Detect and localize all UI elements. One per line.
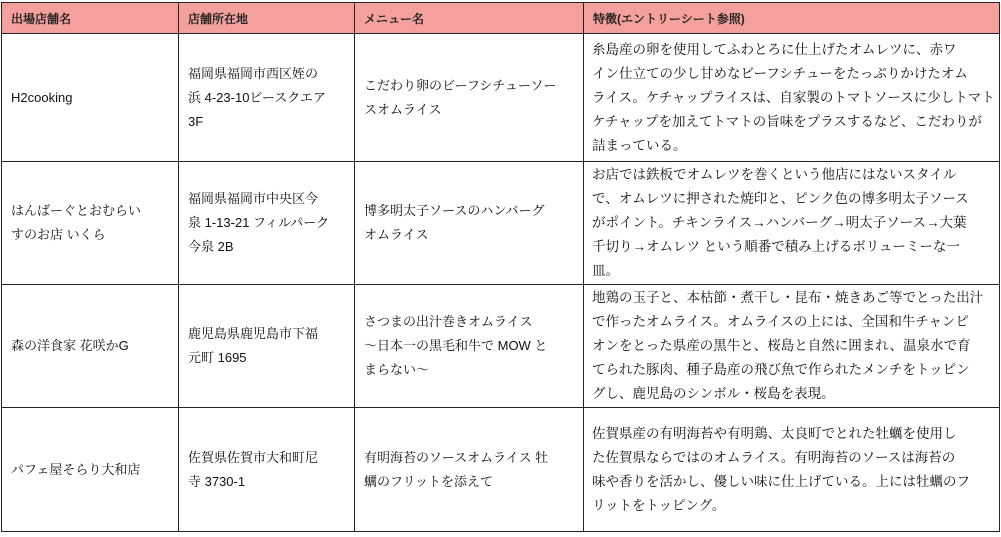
omurice-entries-table bbox=[1, 2, 1000, 532]
cell-text-line: 寺 3730-1 bbox=[188, 473, 246, 489]
store-name-cell bbox=[2, 34, 179, 162]
header-menu-name: メニュー名 bbox=[355, 3, 584, 34]
address-cell bbox=[179, 285, 355, 408]
cell-text-line: オンをとった県産の黒牛と、桜島と自然に囲まれ、温泉水で育 bbox=[592, 338, 971, 353]
cell-text-line: 糸島産の卵を使用してふわとろに仕上げたオムレツに、赤ワ bbox=[592, 41, 957, 57]
cell-text-line: こだわり卵のビーフシチューソー bbox=[364, 77, 557, 93]
cell-text-line: H2cooking bbox=[11, 89, 73, 105]
cell-text-line: た佐賀県ならではのオムライス。有明海苔のソースは海苔の bbox=[592, 449, 956, 465]
cell-text-line: はんばーぐとおむらい bbox=[11, 203, 142, 218]
header-address: 店舗所在地 bbox=[179, 3, 355, 34]
store-name-cell bbox=[2, 285, 179, 408]
store-name-cell bbox=[2, 408, 179, 532]
cell-text-line: まらない～ bbox=[364, 362, 430, 377]
cell-text-line: 泉 1-13-21 フィルパーク bbox=[188, 215, 330, 230]
feature-cell bbox=[584, 408, 1000, 532]
header-row bbox=[2, 3, 1000, 34]
cell-text-line: 博多明太子ソースのハンバーグ bbox=[364, 203, 545, 218]
header-store-name: 出場店舗名 bbox=[2, 3, 179, 34]
cell-text-line: 詰まっている。 bbox=[592, 137, 687, 153]
menu-name-cell bbox=[355, 34, 584, 162]
cell-text-line: 福岡県福岡市中央区今 bbox=[188, 191, 319, 206]
cell-text-line: 千切り→オムレツ という順番で積み上げるボリューミーな一 bbox=[592, 239, 960, 254]
cell-text-line: てられた豚肉、種子島産の飛び魚で作られたメンチをトッピン bbox=[592, 362, 970, 377]
menu-name-cell bbox=[355, 162, 584, 285]
cell-text-line: お店では鉄板でオムレツを巻くという他店にはないスタイル bbox=[592, 167, 957, 182]
feature-cell bbox=[584, 162, 1000, 285]
table-row bbox=[2, 408, 1000, 532]
menu-name-cell bbox=[355, 285, 584, 408]
cell-text-line: 元町 1695 bbox=[188, 350, 247, 365]
feature-cell bbox=[584, 34, 1000, 162]
menu-name-cell bbox=[355, 408, 584, 532]
cell-text-line: 福岡県福岡市西区姪の bbox=[188, 65, 319, 81]
cell-text-line: リットをトッピング。 bbox=[592, 497, 726, 513]
cell-text-line: ～日本一の黒毛和牛で MOW と bbox=[364, 338, 548, 353]
cell-text-line: 地鶏の玉子と、本枯節・煮干し・昆布・焼きあご等でとった出汁 bbox=[592, 290, 984, 305]
address-cell bbox=[179, 34, 355, 162]
cell-text-line: 今泉 2B bbox=[188, 239, 234, 254]
cell-text-line: 森の洋食家 花咲かG bbox=[11, 338, 129, 353]
cell-text-line: スオムライス bbox=[364, 101, 442, 117]
cell-text-line: 味や香りを活かし、優しい味に仕上げている。上には牡蠣のフ bbox=[592, 473, 970, 489]
cell-text-line: さつまの出汁巻きオムライス bbox=[364, 314, 533, 329]
cell-text-line: すのお店 いくら bbox=[11, 227, 106, 242]
store-name-cell bbox=[2, 162, 179, 285]
cell-text-line: ケチャップを加えてトマトの旨味をプラスするなど、こだわりが bbox=[592, 113, 982, 129]
table-row bbox=[2, 162, 1000, 285]
cell-text-line: で、オムレツに押された焼印と、ピンク色の博多明太子ソース bbox=[592, 191, 969, 206]
cell-text-line: パフェ屋そらり大和店 bbox=[11, 461, 141, 477]
address-cell bbox=[179, 162, 355, 285]
cell-text-line: 浜 4-23-10ビースクエア bbox=[188, 89, 326, 105]
cell-text-line: 鹿児島県鹿児島市下福 bbox=[188, 326, 319, 341]
cell-text-line: 皿。 bbox=[592, 263, 619, 278]
header-features: 特徴(エントリーシート参照) bbox=[584, 3, 1000, 34]
cell-text-line: で作ったオムライス。オムライスの上には、全国和牛チャンピ bbox=[592, 314, 969, 329]
cell-text-line: 3F bbox=[188, 113, 204, 129]
cell-text-line: 蠣のフリットを添えて bbox=[364, 473, 493, 489]
cell-text-line: イン仕立ての少し甘めなビーフシチューをたっぷりかけたオム bbox=[592, 65, 968, 81]
cell-text-line: ライス。ケチャップライスは、自家製のトマトソースに少しトマト bbox=[592, 89, 995, 105]
table-row bbox=[2, 285, 1000, 408]
address-cell bbox=[179, 408, 355, 532]
cell-text-line: 佐賀県佐賀市大和町尼 bbox=[188, 449, 319, 465]
cell-text-line: がポイント。チキンライス→ハンバーグ→明太子ソース→大葉 bbox=[592, 215, 967, 230]
cell-text-line: 佐賀県産の有明海苔や有明鶏、太良町でとれた牡蠣を使用し bbox=[592, 425, 957, 441]
feature-cell bbox=[584, 285, 1000, 408]
cell-text-line: 有明海苔のソースオムライス 牡 bbox=[364, 449, 549, 465]
cell-text-line: グし、鹿児島のシンボル・桜島を表現。 bbox=[592, 386, 835, 401]
cell-text-line: オムライス bbox=[364, 227, 429, 242]
table-row bbox=[2, 34, 1000, 162]
